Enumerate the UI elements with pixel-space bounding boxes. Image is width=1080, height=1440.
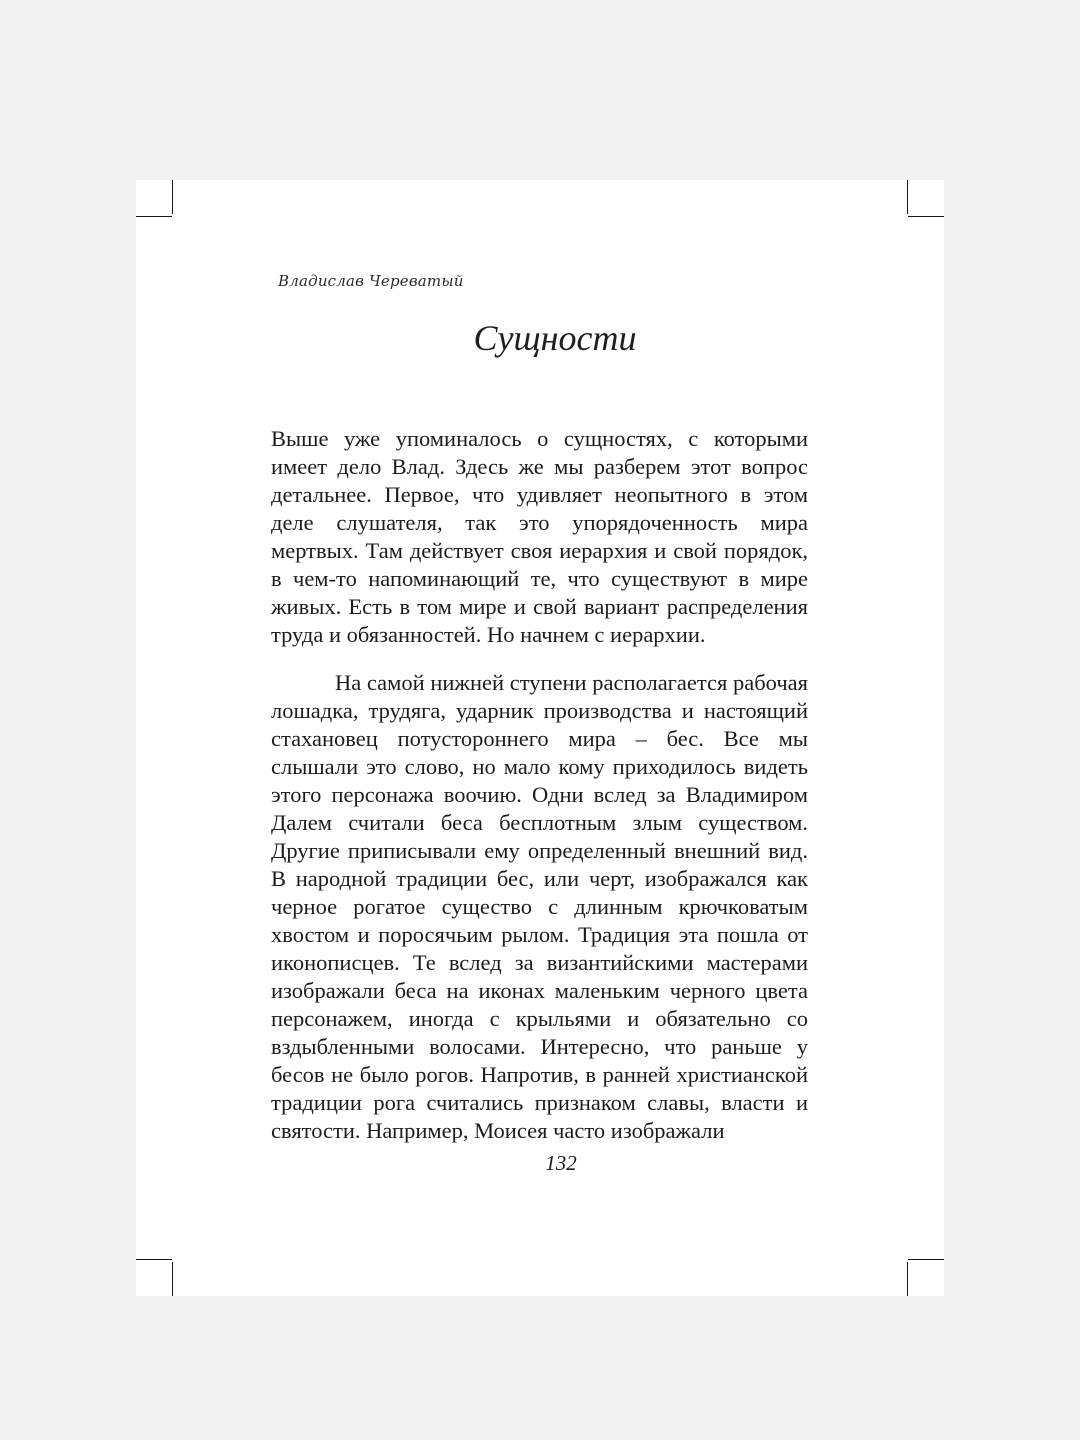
paragraph: Выше уже упоминалось о сущностях, с которыми имеет дело Влад. Здесь же мы разберем этот вопрос детальнее. Первое, что удивляет неопытного в этом деле слушателя, так это упорядоченность мира мертвых. Там действует своя иерархия и свой порядок, в чем-то напоминающий те, что существуют в мире живых. Есть в том мире и свой вариант распределения труда и обязанностей. Но начнем с иерархии. [271, 426, 808, 647]
crop-mark-top-left-horizontal [136, 216, 172, 217]
crop-mark-top-right-horizontal [908, 216, 944, 217]
running-head-author: Владислав Череватый [278, 272, 464, 290]
chapter-title: Сущности [473, 318, 637, 358]
body-text [271, 425, 808, 1145]
crop-mark-bottom-right-vertical [907, 1262, 908, 1296]
crop-mark-bottom-right-horizontal [908, 1259, 944, 1260]
crop-mark-top-left-vertical [172, 180, 173, 214]
page-number: 132 [545, 1151, 577, 1175]
paragraph: На самой нижней ступени располагается рабочая лошадка, трудяга, ударник производства и настоящий стахановец потустороннего мира – бес. Все мы слышали это слово, но мало кому приходилось видеть этого персонажа воочию. Одни вслед за Владимиром Далем считали беса бесплотным злым существом. Другие приписывали ему определенный внешний вид. В народной традиции бес, или черт, изображался как черное рогатое существо с длинным крючковатым хвостом и поросячьим рылом. Традиция эта пошла от иконописцев. Те вслед за византийскими мастерами изображали беса на иконах маленьким черного цвета персонажем, иногда с крыльями и обязательно со вздыбленными волосами. Интересно, что раньше у бесов не было рогов. Напротив, в ранней христианской традиции рога считались признаком славы, власти и святости. Например, Моисея часто изображали [271, 670, 808, 1143]
crop-mark-bottom-left-vertical [172, 1262, 173, 1296]
book-page [136, 180, 944, 1296]
crop-mark-top-right-vertical [907, 180, 908, 214]
crop-mark-bottom-left-horizontal [136, 1259, 172, 1260]
